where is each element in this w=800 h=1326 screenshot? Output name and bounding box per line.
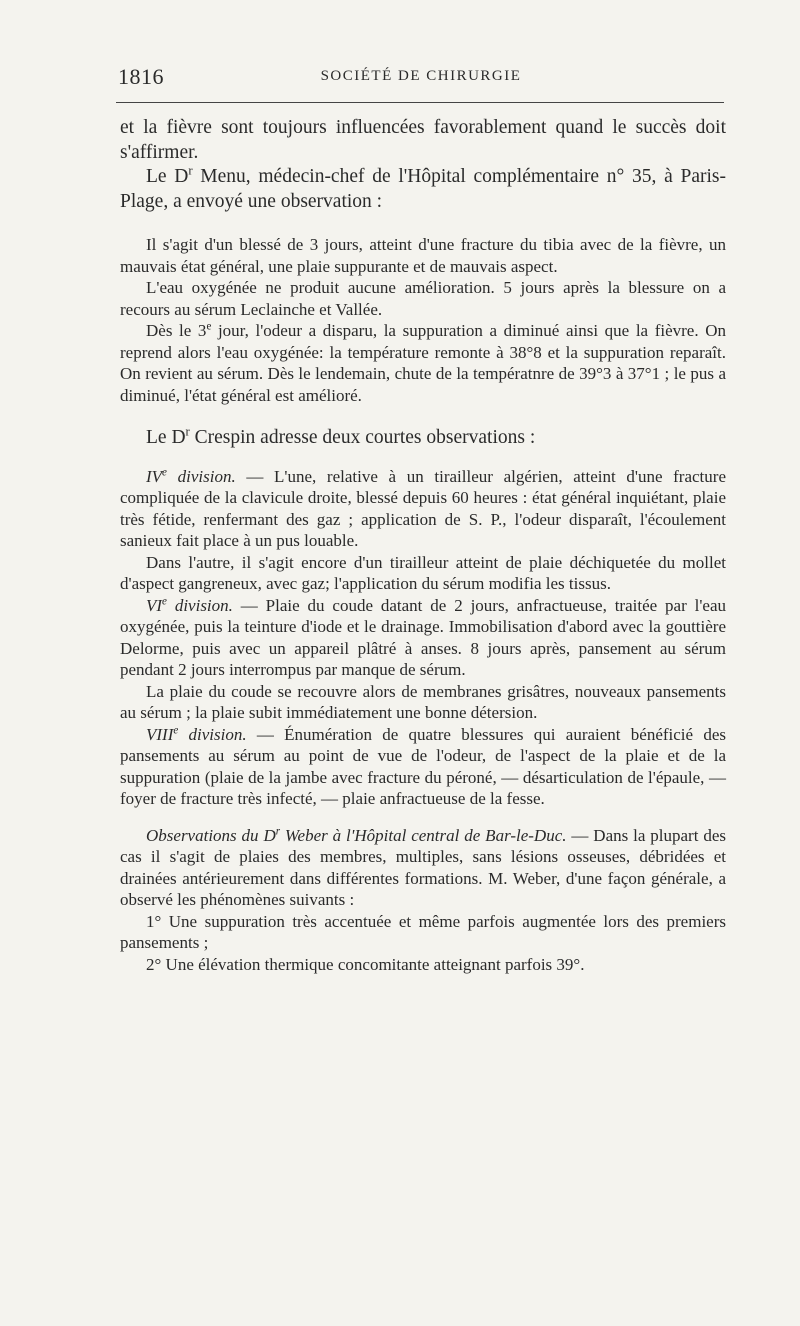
observation-paragraph: Dans l'autre, il s'agit encore d'un tirailleur atteint de plaie déchiquetée du mollet d'aspect gangreneux, avec gaz; l'application du sérum modifia les tissus.	[120, 552, 726, 593]
observation-paragraph: Dès le 3e jour, l'odeur a disparu, la suppuration a diminué ainsi que la fièvre. On reprend alors l'eau oxygénée: la température remonte à 38°8 et la suppuration reparaît. On revient au sérum. Dès le lendemain, chute de la températnre de 39°3 à 37°1 ; le pus a diminué, l'état général est amélioré.	[120, 320, 726, 405]
division-viii-paragraph: VIIIe division. — Énumération de quatre blessures qui auraient bénéficié des pansements au sérum au point de vue de l'odeur, de l'aspect de la plaie et de la suppuration (plaie de la jambe avec fracture du péroné, — désarticulation de l'épaule, — foyer de fracture très infecté, — plaie anfractueuse de la fesse.	[120, 723, 726, 808]
weber-paragraph: Observations du $D^r$ Weber à l'Hôpital central de Bar-le-Duc. — Dans la plupart des cas il s'agit de plaies des membres, multiples, sans lésions osseuses, débridées et drainées antérieurement dans différentes formations. M. Weber, d'une façon générale, a observé les phénomènes suivants :	[120, 824, 726, 909]
division-vi-paragraph: VIe division. — Plaie du coude datant de 2 jours, anfractueuse, traitée par l'eau oxygénée, puis la teinture d'iode et le drainage. Immobilisation d'abord avec la gouttière Delorme, puis avec un appareil plâtré à anses. 8 jours après, pansement au sérum pendant 2 jours interrompus par manque de sérum.	[120, 594, 726, 679]
observation-paragraph: La plaie du coude se recouvre alors de membranes grisâtres, nouveaux pansements au sérum ; la plaie subit immédiatement une bonne détersion.	[120, 681, 726, 722]
weber-label: Observations du $D^r$ Weber à l'Hôpital central de Bar-le-Duc.	[146, 824, 567, 845]
division-label: VIIIe division.	[146, 723, 247, 744]
paragraph-crespin-intro: Le $D^r$ Crespin adresse deux courtes observations :	[146, 424, 536, 448]
running-title: SOCIÉTÉ DE CHIRURGIE	[320, 68, 522, 84]
header-rule	[116, 102, 724, 103]
division-label: VIe division.	[146, 594, 233, 615]
list-item: 1° Une suppuration très accentuée et même parfois augmentée lors des premiers pansements ;	[120, 911, 726, 952]
division-iv-paragraph: IVe division. — L'une, relative à un tirailleur algérien, atteint d'une fracture compliquée de la clavicule droite, blessé depuis 60 heures : état général inquiétant, plaie très fétide, renfermant des gaz ; application de S. P., l'odeur disparaît, l'écoulement sanieux fait place à un pus louable.	[120, 465, 726, 550]
paragraph-continuation: et la fièvre sont toujours influencées favorablement quand le succès doit s'affirmer.	[120, 117, 726, 163]
page-header	[118, 64, 724, 98]
observation-paragraph: L'eau oxygénée ne produit aucune amélioration. 5 jours après la blessure on a recours au sérum Leclainche et Vallée.	[120, 278, 726, 319]
list-item: 2° Une élévation thermique concomitante atteignant parfois 39°.	[146, 954, 585, 974]
division-label: IVe division.	[146, 465, 236, 486]
page-number: 1816	[118, 64, 164, 89]
observation-paragraph: Il s'agit d'un blessé de 3 jours, atteint d'une fracture du tibia avec de la fièvre, un mauvais état général, une plaie suppurante et de mauvais aspect.	[120, 235, 726, 276]
paragraph-menu-intro: Le $D^r$ Menu, médecin-chef de l'Hôpital complémentaire n° 35, à Paris-Plage, a envoyé une observation :	[120, 163, 726, 212]
page-body	[120, 116, 726, 975]
